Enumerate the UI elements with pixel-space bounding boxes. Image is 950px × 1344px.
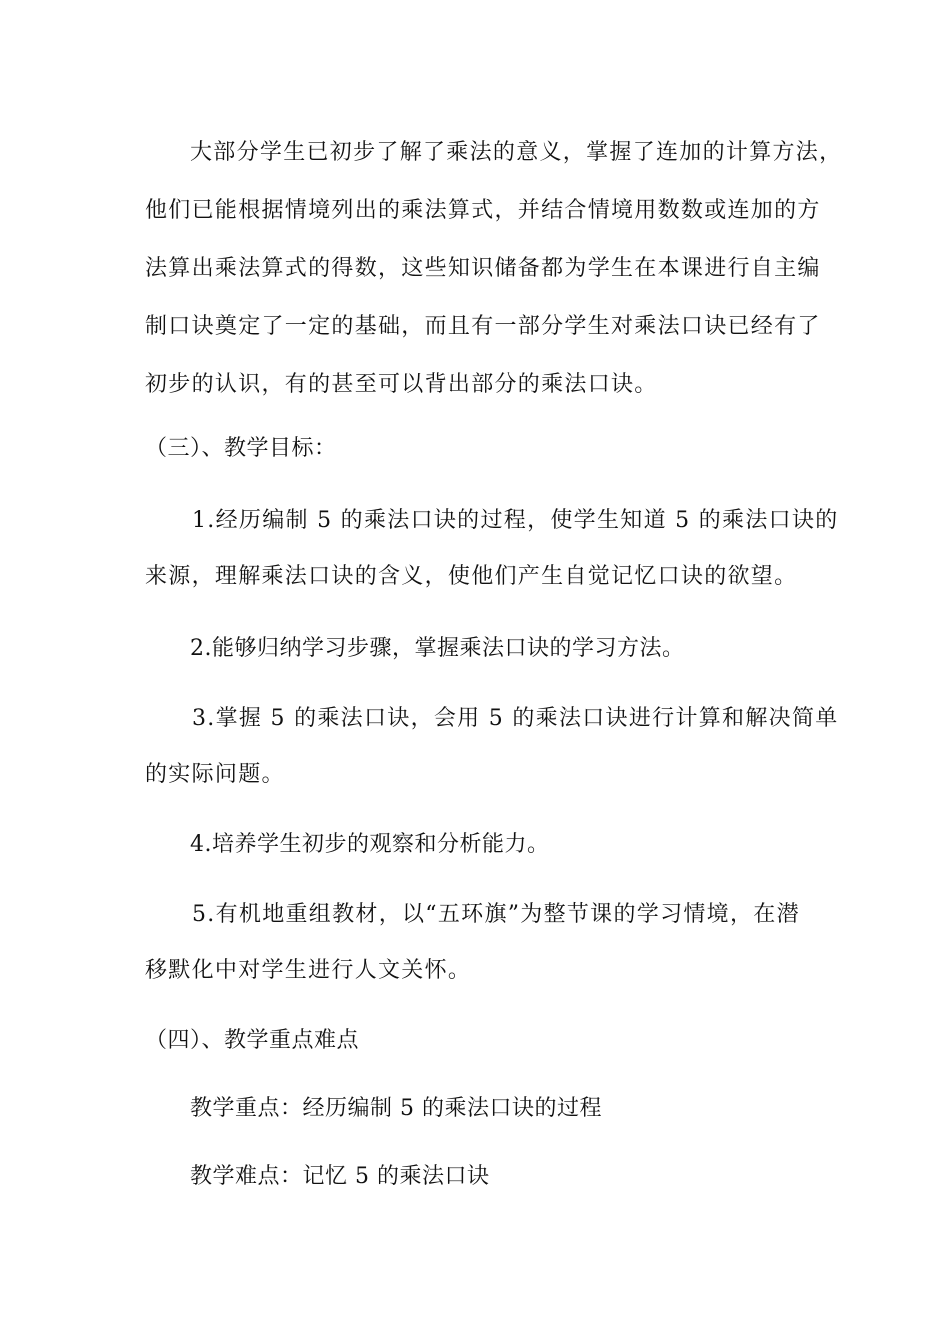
paragraph-line: 制口诀奠定了一定的基础，而且有一部分学生对乘法口诀已经有了	[145, 314, 821, 339]
difficult-point: 教学难点：记忆 5 的乘法口诀	[190, 1164, 490, 1189]
goal-item: 5.有机地重组教材，以“五环旗”为整节课的学习情境，在潜	[192, 902, 800, 927]
goal-item: 的实际问题。	[145, 762, 285, 787]
paragraph-line: 法算出乘法算式的得数，这些知识储备都为学生在本课进行自主编	[145, 256, 821, 281]
paragraph-line: 大部分学生已初步了解了乘法的意义，掌握了连加的计算方法，	[190, 140, 843, 165]
paragraph-line: 初步的认识，有的甚至可以背出部分的乘法口诀。	[145, 372, 658, 397]
goal-item: 1.经历编制 5 的乘法口诀的过程，使学生知道 5 的乘法口诀的	[192, 508, 839, 533]
goal-item: 4.培养学生初步的观察和分析能力。	[190, 832, 550, 857]
section-heading: （三）、教学目标：	[145, 436, 337, 461]
goal-item: 3.掌握 5 的乘法口诀，会用 5 的乘法口诀进行计算和解决简单	[192, 706, 839, 731]
key-point: 教学重点：经历编制 5 的乘法口诀的过程	[190, 1096, 602, 1121]
goal-item: 2.能够归纳学习步骤，掌握乘法口诀的学习方法。	[190, 636, 685, 661]
paragraph-line: 他们已能根据情境列出的乘法算式，并结合情境用数数或连加的方	[145, 198, 821, 223]
goal-item: 移默化中对学生进行人文关怀。	[145, 958, 472, 983]
goal-item: 来源，理解乘法口诀的含义，使他们产生自觉记忆口诀的欲望。	[145, 564, 798, 589]
section-heading: （四）、教学重点难点	[145, 1028, 360, 1053]
